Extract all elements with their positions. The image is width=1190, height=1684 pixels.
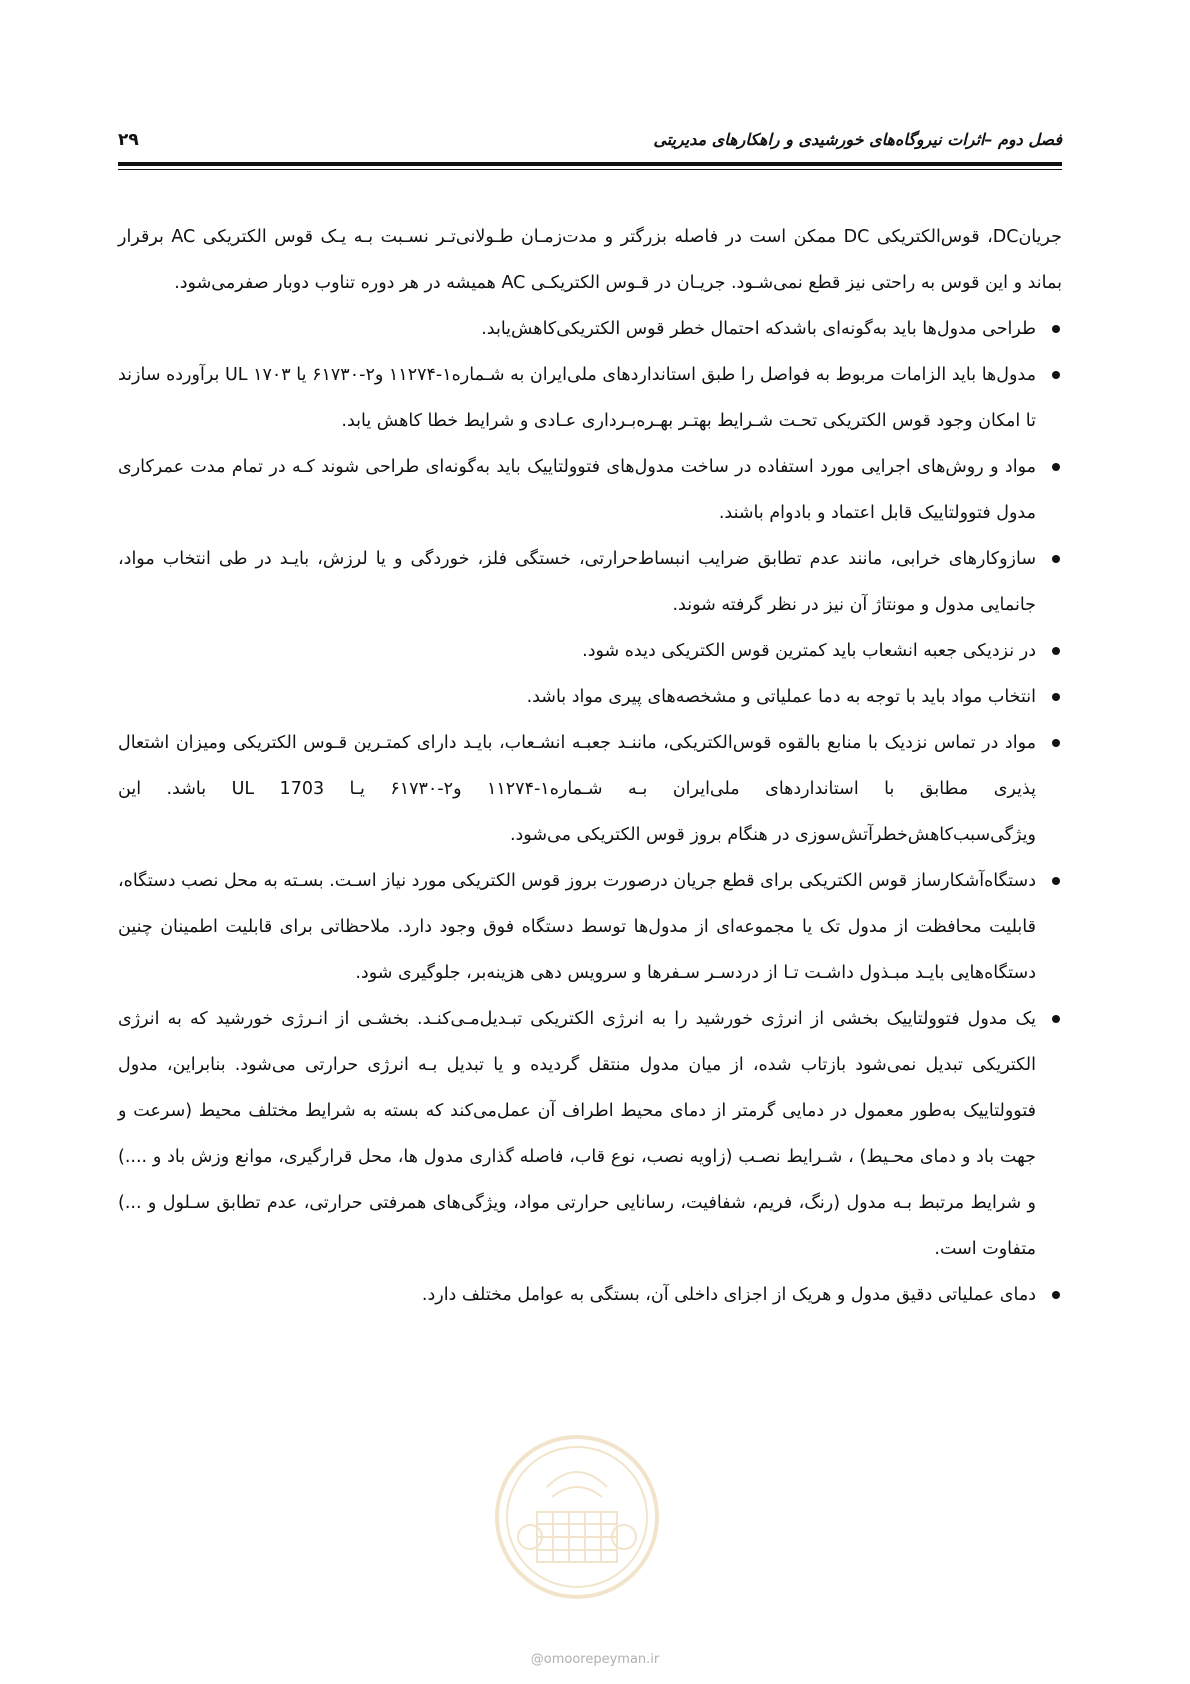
body-text	[118, 214, 1062, 1318]
list-item	[118, 996, 1062, 1272]
list-item	[118, 352, 1062, 444]
bullet-icon	[1052, 693, 1060, 701]
list-item	[118, 536, 1062, 628]
list-item	[118, 720, 1062, 858]
list-item-text: سازوکارهای خرابی، مانند عدم تطابق ضرایب انبساط‌حرارتی، خستگی فلز، خوردگی و یا لرزش، بایـد در طی انتخاب مواد، جانمایی مدول و مونتاژ آن نیز در نظر گرفته شوند.	[118, 549, 1036, 615]
list-item-text: دمای عملیاتی دقیق مدول و هریک از اجزای داخلی آن، بستگی به عوامل مختلف دارد.	[421, 1285, 1036, 1305]
list-item	[118, 628, 1062, 674]
list-item	[118, 444, 1062, 536]
list-item	[118, 674, 1062, 720]
header-rule-thin	[118, 169, 1062, 170]
bullet-icon	[1052, 371, 1060, 379]
list-item-text: در نزدیکی جعبه انشعاب باید کمترین قوس الکتریکی دیده شود.	[582, 641, 1036, 661]
footer-url: @omoorepeyman.ir	[530, 1652, 660, 1667]
list-item	[118, 306, 1062, 352]
bullet-icon	[1052, 463, 1060, 471]
list-item-text: مواد و روش‌های اجرایی مورد استفاده در ساخت مدول‌های فتوولتاییک باید به‌گونه‌ای طراحی شوند کـه در تمام مدت عمرکاری مدول فتوولتاییک قابل اعتماد و بادوام باشند.	[118, 457, 1036, 523]
bullet-icon	[1052, 739, 1060, 747]
running-title: فصل دوم –اثرات نیروگاه‌های خورشیدی و راهکارهای مدیریتی	[653, 130, 1062, 149]
list-item-text: طراحی مدول‌ها باید به‌گونه‌ای باشدکه احتمال خطر قوس الکتریکی‌کاهش‌یابد.	[481, 319, 1036, 339]
list-item	[118, 1272, 1062, 1318]
header-rule-thick	[118, 162, 1062, 166]
list-item	[118, 858, 1062, 996]
intro-paragraph: جریانDC، قوس‌الکتریکی DC ممکن است در فاصله بزرگتر و مدت‌زمـان طـولانی‌تـر نسـبت بـه یـک قوس الکتریکی AC برقرار بماند و این قوس به راحتی نیز قطع نمی‌شـود. جریـان در قـوس الکتریکـی AC همیشه در هر دوره تناوب دوبار صفرمی‌شود.	[118, 227, 1062, 293]
bullet-icon	[1052, 1291, 1060, 1299]
list-item-text: مواد در تماس نزدیک با منابع بالقوه قوس‌الکتریکی، ماننـد جعبـه انشـعاب، بایـد دارای کمتـرین قـوس الکتریکی ومیزان اشتعال پذیری مطابق با استانداردهای ملی‌ایران بـه شـماره۱-۱۱۲۷۴ و۲-۶۱۷۳۰ یـا UL 1703 باشد. این ویژگی‌سبب‌کاهش‌خطرآتش‌سوزی در هنگام بروز قوس الکتریکی می‌شود.	[118, 733, 1037, 845]
bullet-icon	[1052, 1015, 1060, 1023]
bullet-icon	[1052, 325, 1060, 333]
list-item-text: یک مدول فتوولتاییک بخشی از انرژی خورشید را به انرژی الکتریکی تبـدیل‌مـی‌کنـد. بخشـی از انـرژی خورشید که به انرژی الکتریکی تبدیل نمی‌شود بازتاب شده، از میان مدول منتقل گردیده و یا تبدیل بـه انرژی حرارتی می‌شود. بنابراین، مدول فتوولتاییک به‌طور معمول در دمایی گرمتر از دمای محیط اطراف آن عمل‌می‌کند که بسته به شرایط مختلف محیط (سرعت و جهت باد و دمای محـیط) ، شـرایط نصـب (زاویه نصب، نوع قاب، فاصله گذاری مدول ها، محل قرارگیری، موانع وزش باد و ....) و شرایط مرتبط بـه مدول (رنگ، فریم، شفافیت، رسانایی حرارتی مواد، ویژگی‌های همرفتی حرارتی، عدم تطابق سـلول و ...) متفاوت است.	[118, 1009, 1036, 1259]
list-item-text: انتخاب مواد باید با توجه به دما عملیاتی و مشخصه‌های پیری مواد باشد.	[526, 687, 1036, 707]
bullet-list	[118, 306, 1062, 1318]
bullet-icon	[1052, 555, 1060, 563]
list-item-text: مدول‌ها باید الزامات مربوط به فواصل را طبق استانداردهای ملی‌ایران به شـماره۱-۱۱۲۷۴ و۲-۶۱۷۳۰ یا ۱۷۰۳ UL برآورده سازند تا امکان وجود قوس الکتریکی تحـت شـرایط بهتـر بهـره‌بـرداری عـادی و شرایط خطا کاهش یابد.	[118, 365, 1036, 431]
page-number: ۲۹	[118, 130, 139, 150]
bullet-icon	[1052, 877, 1060, 885]
watermark-seal-icon	[492, 1432, 662, 1602]
list-item-text: دستگاه‌آشکارساز قوس الکتریکی برای قطع جریان درصورت بروز قوس الکتریکی مورد نیاز اسـت. بسـته به محل نصب دستگاه، قابلیت محافظت از مدول تک یا مجموعه‌ای از مدول‌ها توسط دستگاه فوق وجود دارد. ملاحظاتی برای قابلیت اطمینان چنین دستگاه‌هایی بایـد مبـذول داشـت تـا از دردسـر سـفرها و سرویس دهی هزینه‌بر، جلوگیری شود.	[118, 871, 1036, 983]
page-header	[118, 130, 1062, 154]
bullet-icon	[1052, 647, 1060, 655]
